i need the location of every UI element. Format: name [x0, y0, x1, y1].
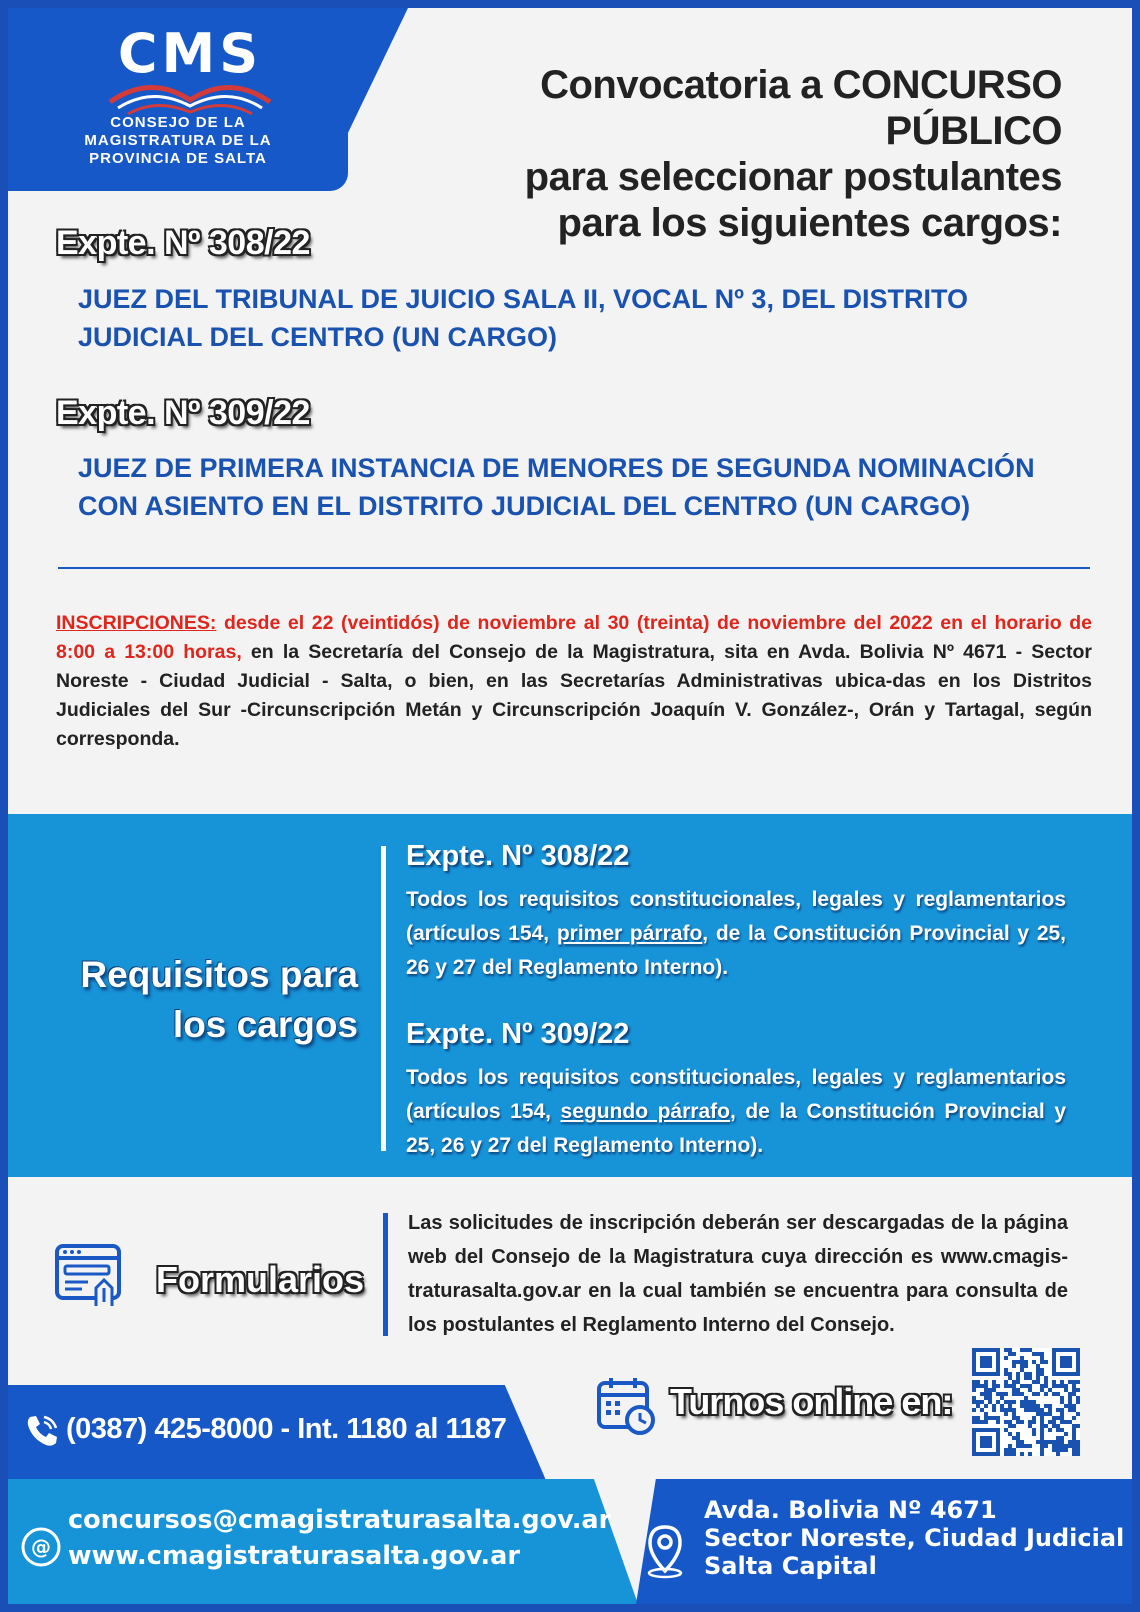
requisito-number: Expte. Nº 309/22: [406, 1018, 630, 1050]
logo-acronym: CMS: [117, 22, 263, 85]
requisito-text: [406, 883, 1066, 985]
page-title: [422, 62, 1062, 246]
requisito-text-part: Todos los requisitos constitucionales, legales y reglamentarios (artículos 154,: [406, 1066, 1066, 1123]
email-web-block: [68, 1502, 611, 1574]
calendar-clock-icon: [596, 1375, 656, 1435]
web-form-icon: [54, 1240, 124, 1310]
formularios-title: Formularios: [156, 1259, 365, 1300]
logo-line: CONSEJO DE LA: [110, 114, 246, 131]
requisito-309: [406, 1018, 1066, 1163]
requisito-text-part: , de la Constitución Provincial y 25, 26 y 27 del Reglamento Interno).: [406, 1100, 1067, 1157]
inscripciones-paragraph: [56, 609, 1092, 754]
phone-number[interactable]: (0387) 425-8000 - Int. 1180 al 1187: [66, 1413, 507, 1445]
location-pin-icon: [640, 1523, 690, 1579]
expediente-309-description: [78, 449, 1078, 525]
at-sign-icon: [20, 1526, 62, 1568]
description-line: JUEZ DE PRIMERA INSTANCIA DE MENORES DE SEGUNDA NOMINACIÓN: [78, 453, 1035, 483]
address-line: Salta Capital: [704, 1552, 877, 1580]
logo-subtitle: [48, 114, 308, 168]
logo-line: PROVINCIA DE SALTA: [89, 150, 267, 167]
description-line: JUDICIAL DEL CENTRO (UN CARGO): [78, 322, 558, 352]
qr-code-icon[interactable]: [972, 1348, 1080, 1456]
requisito-number: Expte. Nº 308/22: [406, 840, 630, 872]
requisito-text-part: Todos los requisitos constitucionales, legales y reglamentarios (artículos 154,: [406, 888, 1066, 945]
title-line: Convocatoria a CONCURSO PÚBLICO: [540, 63, 1062, 153]
inscripciones-label: INSCRIPCIONES:: [56, 612, 217, 634]
address-line: Avda. Bolivia Nº 4671: [704, 1496, 997, 1524]
description-line: CON ASIENTO EN EL DISTRITO JUDICIAL DEL CENTRO (UN CARGO): [78, 491, 971, 521]
poster: [8, 8, 1132, 1604]
cms-logo: [100, 24, 280, 84]
requisitos-title-line: los cargos: [172, 1004, 358, 1045]
requisitos-title-line: Requisitos para: [80, 954, 358, 995]
requisito-text: [406, 1061, 1066, 1163]
requisitos-separator: [381, 846, 386, 1151]
description-line: JUEZ DEL TRIBUNAL DE JUICIO SALA II, VOCAL Nº 3, DEL DISTRITO: [78, 284, 968, 314]
formularios-text: Las solicitudes de inscripción deberán ser descargadas de la página web del Consejo de la Magistratura cuya dirección es www.cmagis-traturasalta.gov.ar en la cual también se encuentra para consulta de los postulantes el Reglamento Interno del Consejo.: [408, 1212, 1068, 1336]
turnos-online-label: Turnos online en:: [670, 1381, 953, 1422]
website-link[interactable]: www.cmagistraturasalta.gov.ar: [68, 1541, 520, 1571]
section-divider: [58, 567, 1090, 569]
inscripciones-body: en la Secretaría del Consejo de la Magistratura, sita en Avda. Bolivia Nº 4671 - Sector Noreste - Ciudad Judicial - Salta, o bien, en las Secretarías Administrativas ubica-das en los Distritos Judiciales del Sur -Circunscripción Metán y Circunscripción Joaquín V. González-, Orán y Tartagal, según corresponda.: [56, 641, 1092, 750]
expediente-308-number: Expte. Nº 308/22: [56, 224, 310, 262]
requisito-308: [406, 840, 1066, 985]
requisitos-title: [48, 950, 358, 1050]
expediente-309-number: Expte. Nº 309/22: [56, 394, 310, 432]
requisito-text-part: , de la Constitución Provincial y 25, 26 y 27 del Reglamento Interno).: [406, 922, 1067, 979]
logo-line: MAGISTRATURA DE LA: [84, 132, 272, 149]
title-line: para los siguientes cargos:: [557, 201, 1062, 245]
formularios-separator: [383, 1213, 388, 1336]
phone-icon: [22, 1411, 62, 1451]
requisitos-section: [8, 814, 1132, 1177]
requisito-underlined: primer párrafo: [556, 922, 703, 945]
svg-text:@: @: [31, 1535, 51, 1559]
title-line: para seleccionar postulantes: [524, 155, 1062, 199]
address-block: [704, 1496, 1124, 1580]
requisito-underlined: segundo párrafo: [560, 1100, 730, 1123]
expediente-308-description: [78, 280, 1078, 356]
inscripciones-dates: desde el 22 (veintidós) de noviembre al 30 (treinta) de noviembre del 2022 en el horario de 8:00 a 13:00 horas,: [56, 612, 1092, 663]
email-link[interactable]: concursos@cmagistraturasalta.gov.ar: [68, 1505, 612, 1535]
address-line: Sector Noreste, Ciudad Judicial: [704, 1524, 1125, 1552]
